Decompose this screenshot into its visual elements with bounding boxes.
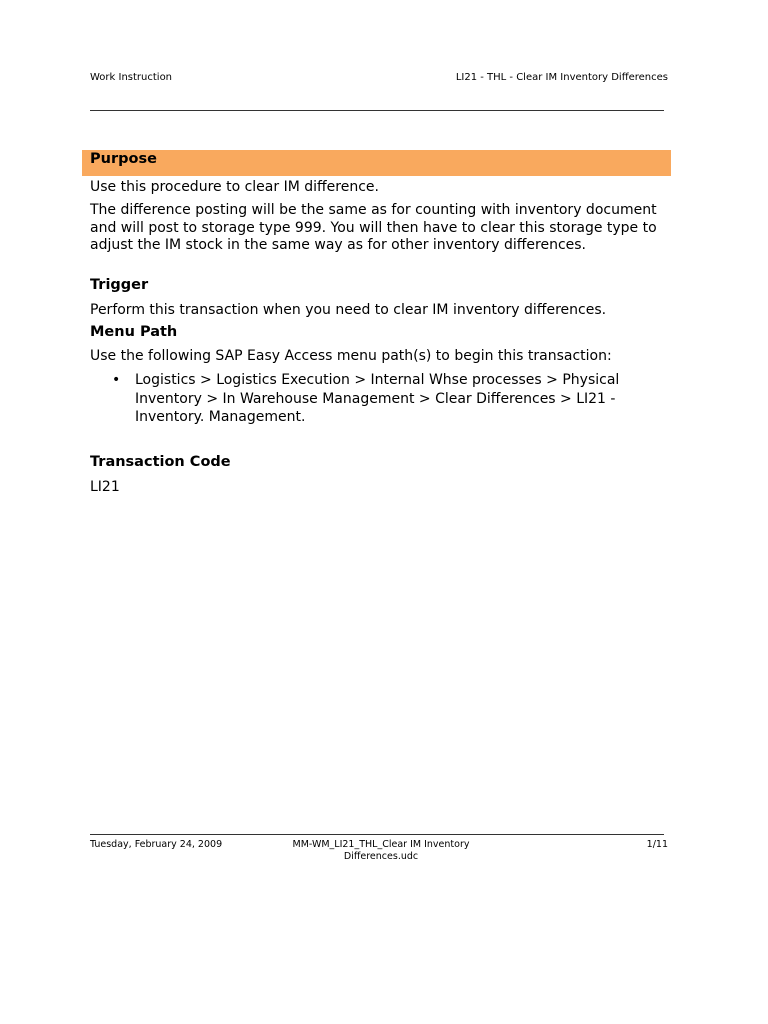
purpose-paragraph-2: The difference posting will be the same as for counting with inventory document and will post to storage type 999. You will then have to clear this storage type to adjust the IM stock in the same way as for other inventory differences.	[90, 202, 657, 253]
menu-path-item	[90, 371, 670, 427]
footer-filename-line-1: MM-WM_LI21_THL_Clear IM Inventory	[292, 839, 470, 850]
header-doc-title: LI21 - THL - Clear IM Inventory Differences	[455, 72, 668, 83]
footer-filename-line-2: Differences.udc	[343, 851, 419, 862]
transaction-code-heading: Transaction Code	[90, 454, 231, 470]
transaction-code-value: LI21	[90, 479, 120, 495]
menu-path-heading: Menu Path	[90, 324, 178, 340]
menu-path-list	[90, 371, 670, 427]
footer-divider	[90, 834, 664, 835]
menu-path-intro: Use the following SAP Easy Access menu path(s) to begin this transaction:	[90, 348, 612, 364]
purpose-heading-band	[82, 150, 671, 176]
footer-filename	[276, 839, 486, 863]
footer-date: Tuesday, February 24, 2009	[90, 839, 223, 850]
trigger-text: Perform this transaction when you need to clear IM inventory differences.	[90, 302, 607, 318]
menu-path-item-text: Logistics > Logistics Execution > Internal Whse processes > Physical Inventory > In Warehouse Management > Clear Differences > LI21 - Inventory. Management.	[135, 372, 620, 425]
purpose-heading: Purpose	[90, 151, 157, 167]
purpose-paragraph-1: Use this procedure to clear IM difference.	[90, 179, 379, 195]
trigger-heading: Trigger	[90, 277, 149, 293]
bullet-icon: •	[112, 372, 121, 388]
header-doc-type: Work Instruction	[90, 72, 173, 83]
header-divider	[90, 110, 664, 111]
footer-page-number: 1/11	[646, 839, 668, 850]
